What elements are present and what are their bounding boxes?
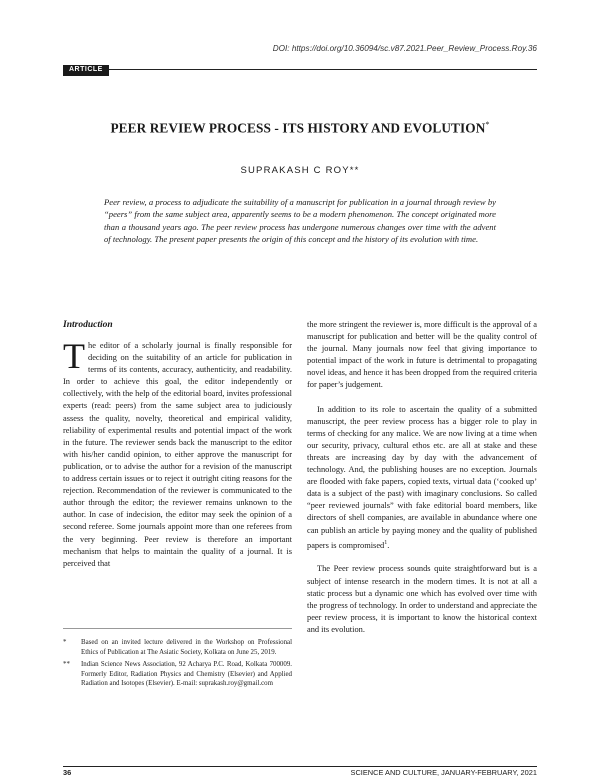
paragraph-3: The Peer review process sounds quite straightforward but is a subject of intense research in the modern times. It is not at all a static process but a dynamic one which has evolved over time with the progress of technology. In order to understand and appreciate the peer review process, it is important to know the historical context and its evolution. bbox=[307, 564, 537, 634]
paragraph-1-continued: the more stringent the reviewer is, more difficult is the approval of a manuscript for publication and better will be the quality control of the journal. Many journals now feel that giving importance to potential impact of the work in future is detrimental to propagating novel ideas, and hence it has been dropped from the required criteria for paper’s judgement. bbox=[307, 320, 537, 390]
left-column bbox=[63, 319, 292, 570]
paper-title bbox=[63, 120, 537, 136]
footnote-mark: ** bbox=[63, 661, 70, 669]
footnote-text: Based on an invited lecture delivered in the Workshop on Professional Ethics of Publication at The Asiatic Society, Kolkata on June 25, 2019. bbox=[81, 639, 292, 656]
abstract: Peer review, a process to adjudicate the suitability of a manuscript for publication in a journal through review by “peers” from the same subject area, apparently seems to be a modern phenomenon. The concept originated more than a thousand years ago. The peer review process has undergone numerous changes over time with the advent of technology. The present paper presents the origin of this concept and the history of its evolution with time. bbox=[104, 197, 496, 244]
footnote-text: Indian Science News Association, 92 Acharya P.C. Road, Kolkata 700009. Formerly Editor, Radiation Physics and Chemistry (Elsevier) and Applied Radiation and Isotopes (Elsevier). E-mail: suprakash.roy@gmail.com bbox=[81, 661, 292, 688]
doi-link[interactable]: DOI: https://doi.org/10.36094/sc.v87.2021.Peer_Review_Process.Roy.36 bbox=[272, 44, 537, 53]
drop-cap: T bbox=[63, 336, 85, 376]
title-footnote-mark[interactable]: * bbox=[485, 120, 490, 129]
footer-divider bbox=[63, 766, 537, 767]
right-column bbox=[307, 319, 537, 636]
footnote-mark: * bbox=[63, 639, 67, 646]
page-number: 36 bbox=[63, 768, 72, 777]
paragraph-1-text: he editor of a scholarly journal is finally responsible for deciding on the suitability of an article for publication in terms of its contents, accuracy, authenticity, and readability. In order to achieve this goal, the editor independently or collectively, with the help of the editorial board, invites professional experts (read: peers) from the same subject area to judiciously assess the quality, novelty, theoretical and empirical validity, reliability of experimental results and potential impact of the work in the future. The reviewer sends back the manuscript to the editor with his/her candid opinion, to either approve the manuscript for publication, or to advise the author for a revision of the manuscript to address certain issues or to reject it outright citing reasons for the rejection. Recommendation of the reviewer is communicated to the author through the editor; the reviewer remains unknown to the author. In case of indecision, the editor may seek the opinion of a second referee. Some journals appoint more than one referees from the very beginning. Peer review is therefore an important mechanism that helps to maintain the quality of a journal. It is perceived that bbox=[63, 341, 292, 568]
article-type-label: ARTICLE bbox=[63, 65, 109, 76]
paragraph-2-text: In addition to its role to ascertain the quality of a submitted manuscript, the peer review process has a bigger role to play in terms of checking for any malice. We are now living at a time when our security, privacy, cultural ethos etc. are all at stake and these threats are increasing day by day with the advancement of technology. And, the publishing houses are no exception. Journals are flooded with fake papers, copied texts, virtual data (‘cooked up’ data is a subject of the past) with imaginary conclusions. So called “peer reviewed journals” with fake editorial board members, like directors of shell companies, are available in abundance where one can publish an article by paying money and the quality of published papers is compromised bbox=[307, 404, 537, 550]
footnote-item bbox=[63, 660, 292, 689]
journal-name: SCIENCE AND CULTURE, JANUARY-FEBRUARY, 2021 bbox=[350, 768, 537, 777]
section-heading-introduction: Introduction bbox=[63, 320, 113, 330]
paragraph-2-end: . bbox=[387, 540, 390, 550]
paragraph-1 bbox=[63, 336, 292, 570]
footnote-item bbox=[63, 638, 292, 657]
author-name: SUPRAKASH C ROY** bbox=[240, 165, 360, 176]
article-type-bar bbox=[63, 58, 537, 73]
paper-title-text: PEER REVIEW PROCESS - ITS HISTORY AND EVOLUTION bbox=[110, 120, 486, 136]
reference-1-link[interactable]: 1 bbox=[384, 539, 388, 546]
footnotes bbox=[63, 628, 292, 692]
paragraph-2 bbox=[307, 404, 537, 552]
